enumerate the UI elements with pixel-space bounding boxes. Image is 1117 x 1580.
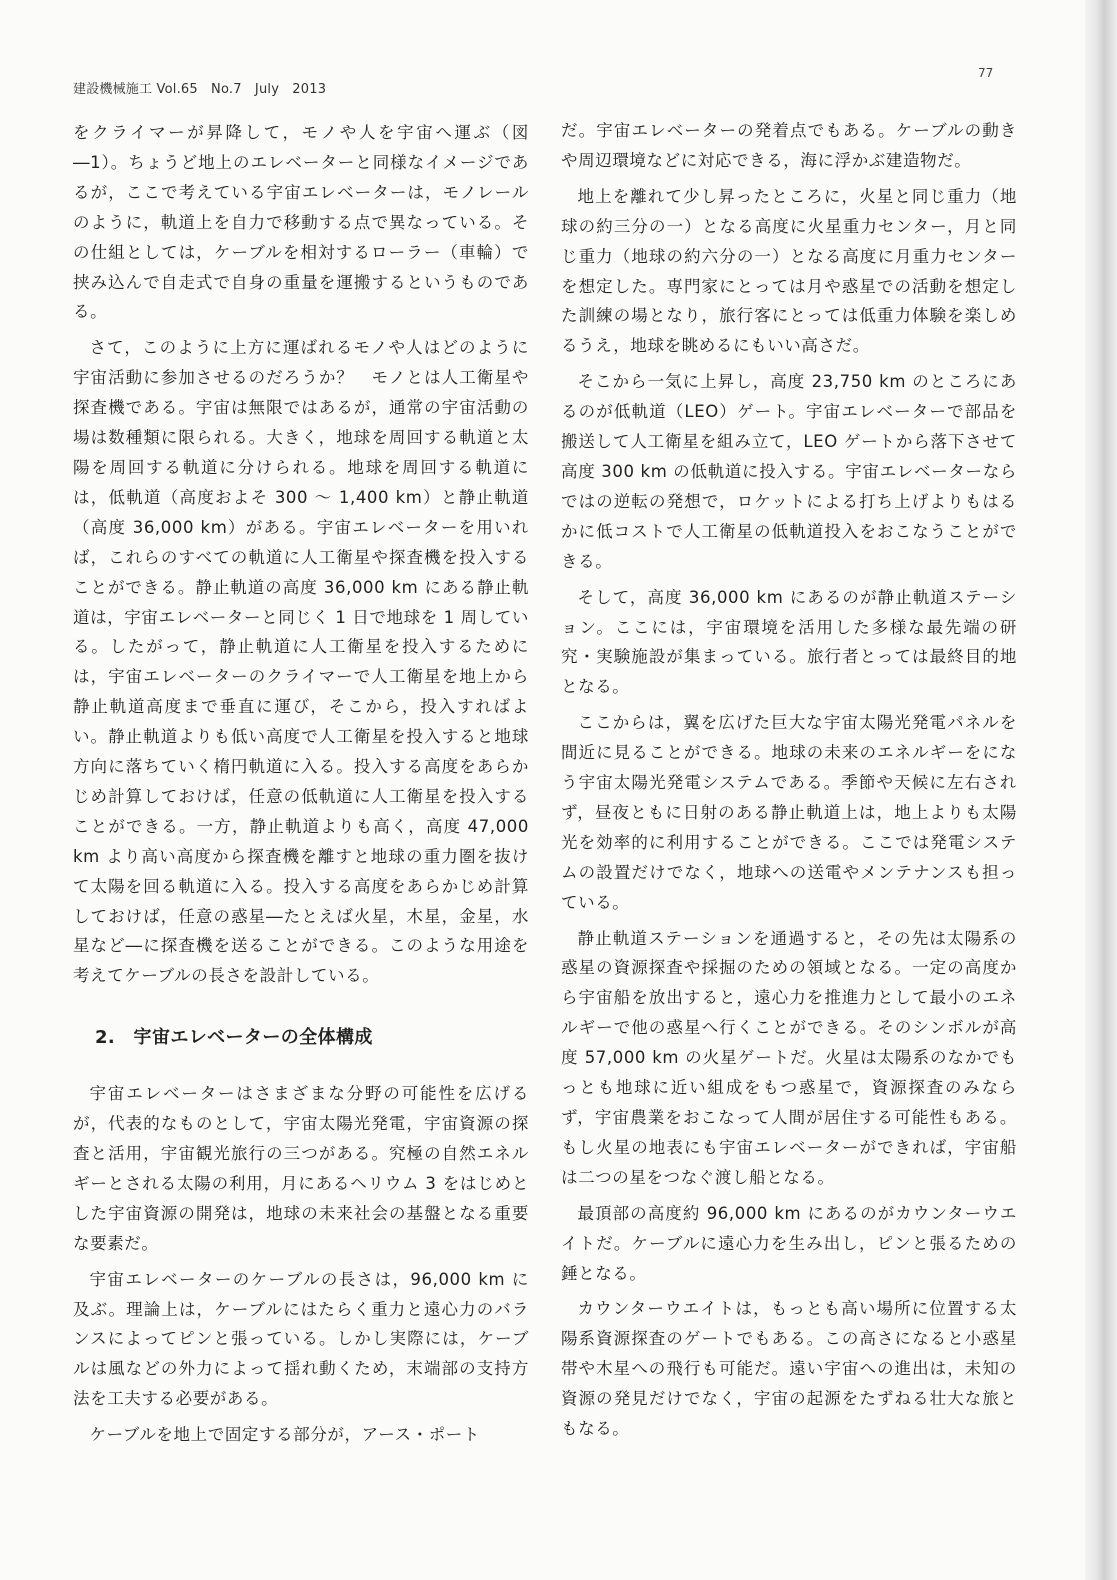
paragraph: ケーブルを地上で固定する部分が，アース・ポート bbox=[89, 1425, 480, 1445]
page-edge-shadow bbox=[1085, 0, 1117, 1580]
paragraph: 宇宙エレベーターのケーブルの長さは，96,000 km に及ぶ。理論上は，ケーブルにはたらく重力と遠心力のバランスによってピンと張っている。しかし実際には，ケーブルは風などの外力によって揺れ動くため，末端部の支持方法を工夫する必要がある。 bbox=[73, 1269, 529, 1409]
paragraph: 地上を離れて少し昇ったところに，火星と同じ重力（地球の約三分の一）となる高度に火星重力センター，月と同じ重力（地球の約六分の一）となる高度に月重力センターを想定した。専門家にとっては月や惑星での活動を想定した訓練の場となり，旅行客にとっては低重力体験を楽しめるうえ，地球を眺めるにもいい高さだ。 bbox=[561, 186, 1017, 356]
paragraph: をクライマーが昇降して，モノや人を宇宙へ運ぶ（図―1）。ちょうど地上のエレベーターと同様なイメージであるが，ここで考えている宇宙エレベーターは，モノレールのように，軌道上を自力で移動する点で異なっている。その仕組としては，ケーブルを相対するローラー（車輪）で挟み込んで自走式で自身の重量を運搬するというものである。 bbox=[73, 123, 529, 322]
paragraph: 宇宙エレベーターはさまざまな分野の可能性を広げるが，代表的なものとして，宇宙太陽光発電，宇宙資源の探査と活用，宇宙観光旅行の三つがある。究極の自然エネルギーとされる太陽の利用，月にあるヘリウム 3 をはじめとした宇宙資源の開発は，地球の未来社会の基盤となる重要な要素だ。 bbox=[73, 1084, 529, 1253]
left-column bbox=[73, 118, 529, 1456]
paragraph: ここからは，翼を広げた巨大な宇宙太陽光発電パネルを間近に見ることができる。地球の未来のエネルギーをになう宇宙太陽光発電システムである。季節や天候に左右されず，昼夜ともに日射のある静止軌道上は，地上よりも太陽光を効率的に利用することができる。ここでは発電システムの設置だけでなく，地球への送電やメンテナンスも担っている。 bbox=[561, 713, 1017, 912]
paragraph: そこから一気に上昇し，高度 23,750 km のところにあるのが低軌道（LEO）ゲート。宇宙エレベーターで部品を搬送して人工衛星を組み立て，LEO ゲートから落下させて高度 300 km の低軌道に投入する。宇宙エレベーターならではの逆転の発想で，ロケットによる打ち上げよりもはるかに低コストで人工衛星の低軌道投入をおこなうことができる。 bbox=[561, 372, 1017, 571]
paragraph: だ。宇宙エレベーターの発着点でもある。ケーブルの動きや周辺環境などに対応できる，海に浮かぶ建造物だ。 bbox=[561, 121, 1017, 170]
paragraph: 最頂部の高度約 96,000 km にあるのがカウンターウエイトだ。ケーブルに遠心力を生み出し，ピンと張るための錘となる。 bbox=[561, 1203, 1017, 1283]
paragraph: カウンターウエイトは，もっとも高い場所に位置する太陽系資源探査のゲートでもある。この高さになると小惑星帯や木星への飛行も可能だ。遠い宇宙への進出は，未知の資源の発見だけでなく，宇宙の起源をたずねる壮大な旅ともなる。 bbox=[561, 1299, 1017, 1439]
paragraph: 静止軌道ステーションを通過すると，その先は太陽系の惑星の資源探査や採掘のための領域となる。一定の高度から宇宙船を放出すると，遠心力を推進力として最小のエネルギーで他の惑星へ行くことができる。そのシンボルが高度 57,000 km の火星ゲートだ。火星は太陽系のなかでもっとも地球に近い組成をもつ惑星で，資源探査のみならず，宇宙農業をおこなって人間が居住する可能性もある。もし火星の地表にも宇宙エレベーターができれば，宇宙船は二つの星をつなぐ渡し船となる。 bbox=[561, 928, 1017, 1187]
running-head: 建設機械施工 Vol.65 No.7 July 2013 bbox=[73, 82, 327, 97]
paragraph: さて，このように上方に運ばれるモノや人はどのように宇宙活動に参加させるのだろうか？ モノとは人工衛星や探査機である。宇宙は無限ではあるが，通常の宇宙活動の場は数種類に限られる。大きく，地球を周回する軌道と太陽を周回する軌道に分けられる。地球を周回する軌道には，低軌道（高度およそ 300 ～ 1,400 km）と静止軌道（高度 36,000 km）がある。宇宙エレベーターを用いれば，これらのすべての軌道に人工衛星や探査機を投入することができる。静止軌道の高度 36,000 km にある静止軌道は，宇宙エレベーターと同じく 1 日で地球を 1 周している。したがって，静止軌道に人工衛星を投入するためには，宇宙エレベーターのクライマーで人工衛星を地上から静止軌道高度まで垂直に運び，そこから，投入すればよい。静止軌道よりも低い高度で人工衛星を投入すると地球方向に落ちていく楕円軌道に入る。投入する高度をあらかじめ計算しておけば，任意の低軌道に人工衛星を投入することができる。一方，静止軌道よりも高く，高度 47,000 km より高い高度から探査機を離すと地球の重力圏を抜けて太陽を回る軌道に入る。投入する高度をあらかじめ計算しておけば，任意の惑星―たとえば火星，木星，金星，水星など―に探査機を送ることができる。このような用途を考えてケーブルの長さを設計している。 bbox=[73, 338, 529, 986]
page-number: 77 bbox=[978, 66, 994, 80]
right-column bbox=[561, 116, 1017, 1450]
section-heading: 2. 宇宙エレベーターの全体構成 bbox=[95, 1027, 373, 1049]
paragraph: そして，高度 36,000 km にあるのが静止軌道ステーション。ここには，宇宙環境を活用した多様な最先端の研究・実験施設が集まっている。旅行者とっては最終目的地となる。 bbox=[561, 587, 1017, 697]
